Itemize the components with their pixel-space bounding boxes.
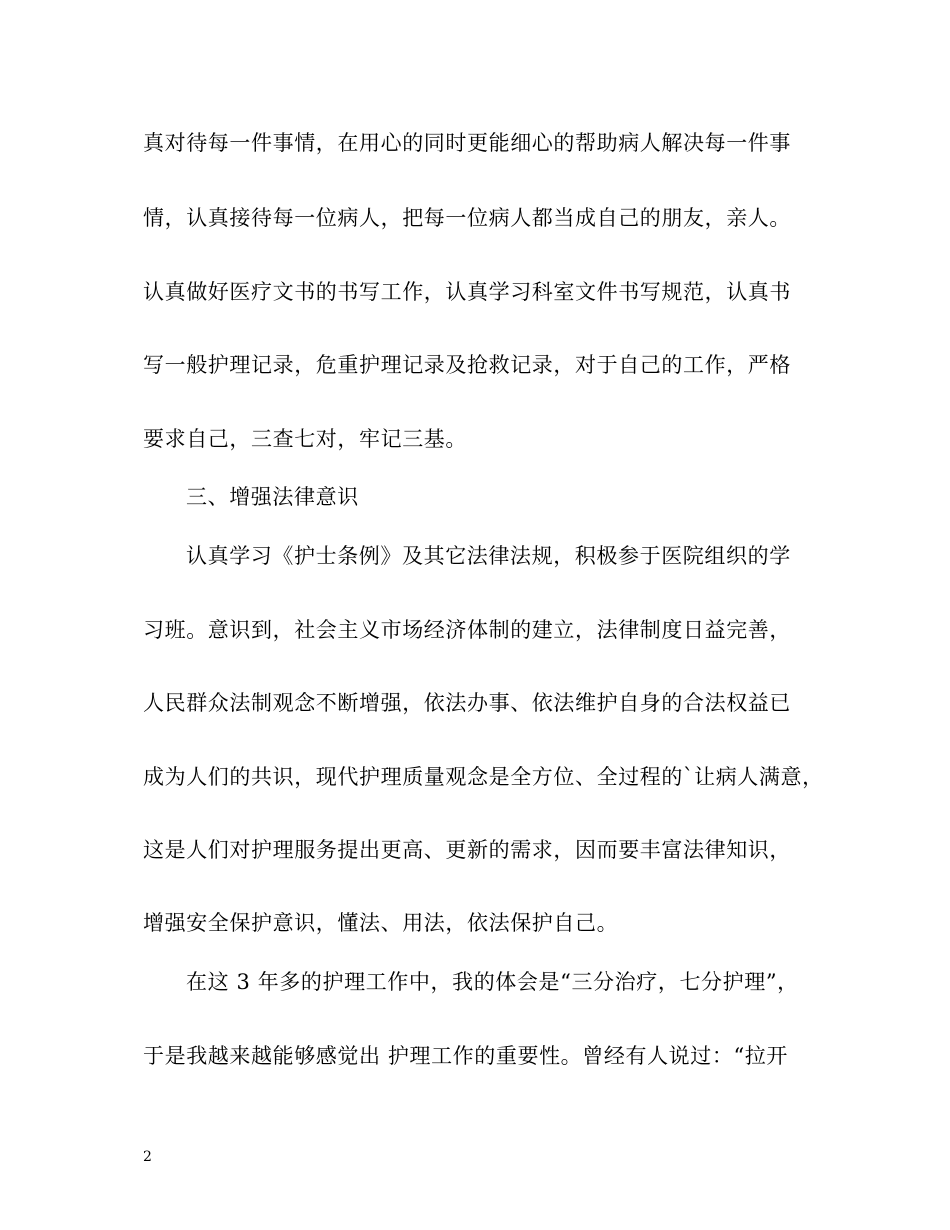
body-text-line: 人民群众法制观念不断增强，依法办事、依法维护自身的合法权益已 xyxy=(143,691,791,715)
body-text-line: 习班。意识到，社会主义市场经济体制的建立，法律制度日益完善， xyxy=(143,618,791,642)
page-number: 2 xyxy=(143,1149,152,1165)
body-text-line: 要求自己，三查七对，牢记三基。 xyxy=(143,427,467,451)
body-text-line: 认真做好医疗文书的书写工作，认真学习科室文件书写规范，认真书 xyxy=(143,280,791,304)
body-text-line: 成为人们的共识，现代护理质量观念是全方位、全过程的`让病人满意， xyxy=(143,765,824,789)
body-text-line: 认真学习《护士条例》及其它法律法规，积极参于医院组织的学 xyxy=(186,544,791,568)
body-text-line: 情，认真接待每一位病人，把每一位病人都当成自己的朋友，亲人。 xyxy=(143,206,791,230)
body-text-line: 于是我越来越能够感觉出 护理工作的重要性。曾经有人说过：“拉开 xyxy=(143,1044,789,1068)
body-text-line: 在这 3 年多的护理工作中，我的体会是“三分治疗，七分护理”， xyxy=(186,970,799,994)
section-heading: 三、增强法律意识 xyxy=(186,485,359,509)
body-text-line: 增强安全保护意识，懂法、用法，依法保护自己。 xyxy=(143,911,619,935)
body-text-line: 这是人们对护理服务提出更高、更新的需求，因而要丰富法律知识， xyxy=(143,838,791,862)
body-text-line: 真对待每一件事情，在用心的同时更能细心的帮助病人解决每一件事 xyxy=(143,131,791,155)
body-text-line: 写一般护理记录，危重护理记录及抢救记录，对于自己的工作，严格 xyxy=(143,353,791,377)
